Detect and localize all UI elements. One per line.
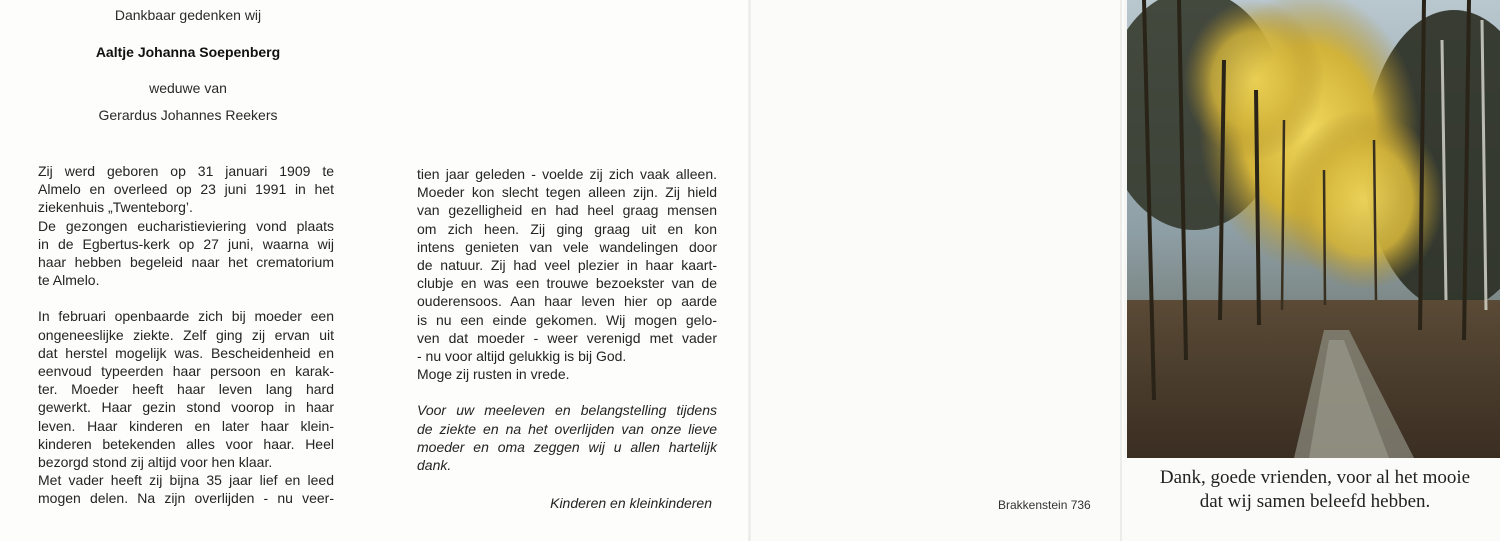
- text-line: De gezongen eucharistieviering vond plaats: [38, 217, 334, 234]
- text-line: ziekenhuis „Twenteborg’.: [38, 199, 193, 216]
- caption-line: dat wij samen beleefd hebben.: [1199, 491, 1431, 512]
- text-line: - nu voor altijd gelukkig is bij God.: [417, 348, 627, 365]
- text-line: ter. Moeder heeft haar leven lang hard: [38, 381, 334, 398]
- deceased-name: Aaltje Johanna Soepenberg: [95, 44, 281, 60]
- text-line: mogen delen. Na zijn overlijden - nu veer-: [38, 490, 334, 507]
- text-line: intens genieten van vele wandelingen door: [417, 238, 717, 255]
- card-edge-line: [1120, 0, 1122, 541]
- printer-imprint: Brakkenstein 736: [998, 498, 1091, 512]
- text-line: om zich heen. Zij ging graag uit en kon: [417, 220, 717, 237]
- text-line: clubje en was een trouwe bezoekster van de: [417, 275, 717, 292]
- text-line: ongeneeslijke ziekte. Zelf ging zij ervan uit: [38, 326, 334, 343]
- text-line: Moeder kon slecht tegen alleen zijn. Zij hield: [417, 184, 717, 201]
- intro-text: Dankbaar gedenken wij: [114, 7, 262, 23]
- biography-column-right: [417, 165, 717, 474]
- text-line: bezorgd stond zij altijd voor hen klaar.: [38, 454, 273, 471]
- thanks-line: moeder en oma zeggen wij u allen hartelijk: [417, 438, 717, 455]
- text-line: de natuur. Zij had veel plezier in haar kaart-: [417, 257, 717, 274]
- text-line: te Almelo.: [38, 272, 100, 289]
- text-line: tien jaar geleden - voelde zij zich vaak alleen.: [417, 166, 717, 182]
- biography-column-left: [38, 162, 334, 508]
- text-line: haar hebben begeleid naar het crematorium: [38, 254, 334, 271]
- thanks-line: de ziekte en na het overlijden van onze lieve: [417, 420, 717, 437]
- text-line: gewerkt. Haar gezin stond voorop in haar: [38, 399, 334, 416]
- text-line: van gezelligheid en had heel graag mensen: [417, 202, 717, 219]
- text-line: in de Egbertus-kerk op 27 juni, waarna wij: [38, 235, 334, 252]
- forest-path-illustration: [1124, 0, 1500, 458]
- photo-caption: [1130, 466, 1500, 514]
- text-line: Moge zij rusten in vrede.: [417, 366, 570, 383]
- spouse-name: Gerardus Johannes Reekers: [98, 107, 278, 123]
- text-line: ouderensoos. Aan haar leven hier op aarde: [417, 293, 717, 310]
- autumn-forest-photo: [1124, 0, 1500, 458]
- text-line: Zij werd geboren op 31 januari 1909 te: [38, 163, 334, 179]
- text-line: is nu een einde gekomen. Wij mogen gelo-: [417, 311, 717, 328]
- relation-text: weduwe van: [149, 80, 227, 96]
- signature: Kinderen en kleinkinderen: [550, 495, 712, 511]
- text-line: Almelo en overleed op 23 juni 1991 in het: [38, 181, 334, 198]
- text-line: dat herstel mogelijk was. Bescheidenheid en: [38, 344, 334, 361]
- text-line: eenvoud typeerden haar persoon en karak-: [38, 363, 334, 380]
- card-fold-line: [748, 0, 751, 541]
- text-line: leven. Haar kinderen en later haar klein-: [38, 417, 334, 434]
- text-line: kinderen betekenden alles voor haar. Heel: [38, 435, 334, 452]
- text-line: In februari openbaarde zich bij moeder een: [38, 308, 334, 325]
- thanks-line: dank.: [417, 457, 452, 474]
- text-line: ven dat moeder - weer verenigd met vader: [417, 329, 717, 346]
- text-line: Met vader heeft zij bijna 35 jaar lief en leed: [38, 472, 334, 489]
- thanks-line: Voor uw meeleven en belangstelling tijdens: [417, 402, 717, 419]
- caption-line: Dank, goede vrienden, voor al het mooie: [1159, 467, 1471, 488]
